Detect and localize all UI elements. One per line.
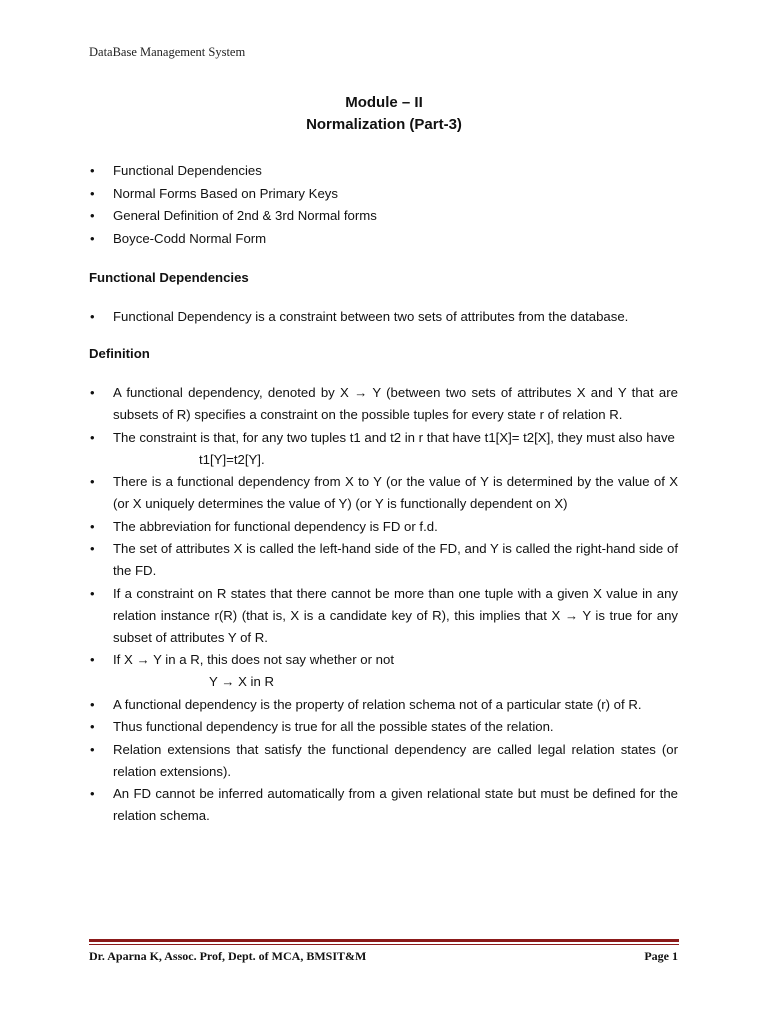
item-text: An FD cannot be inferred automatically from a given relational state but must be defined for the relation schema. bbox=[113, 786, 678, 823]
footer-divider bbox=[89, 939, 679, 945]
list-item bbox=[89, 427, 678, 471]
section-heading-definition: Definition bbox=[89, 346, 150, 361]
list-item bbox=[89, 471, 678, 515]
running-header: DataBase Management System bbox=[89, 45, 246, 59]
list-item bbox=[89, 516, 678, 538]
list-item bbox=[89, 538, 678, 582]
item-text: There is a functional dependency from X to Y (or the value of Y is determined by the value of X (or X uniquely determines the value of Y) (or Y is functionally dependent on X) bbox=[113, 474, 678, 511]
item-text: The constraint is that, for any two tuples t1 and t2 in r that have t1[X]= t2[X], they must also have bbox=[113, 429, 675, 445]
footer-author: Dr. Aparna K, Assoc. Prof, Dept. of MCA, BMSIT&M bbox=[89, 949, 367, 963]
list-item bbox=[89, 716, 678, 738]
list-item bbox=[89, 739, 678, 783]
page-number: Page 1 bbox=[644, 949, 678, 963]
item-text: The abbreviation for functional dependency is FD or f.d. bbox=[113, 518, 438, 534]
topic-list bbox=[89, 160, 678, 250]
item-text: If a constraint on R states that there cannot be more than one tuple with a given X value in any relation instance r(R) (that is, X is a candidate key of R), this implies that X → Y is true for any subset of attributes Y of R. bbox=[113, 585, 678, 645]
title-block bbox=[0, 92, 768, 136]
list-item: • Normal Forms Based on Primary Keys bbox=[89, 183, 678, 206]
list-item bbox=[89, 583, 678, 649]
list-item: • Functional Dependency is a constraint between two sets of attributes from the database. bbox=[89, 306, 678, 328]
item-text: A functional dependency, denoted by X → Y (between two sets of attributes X and Y that are subsets of R) specifies a constraint on the possible tuples for every state r of relation R. bbox=[113, 385, 678, 422]
equation-text: Y → X in R bbox=[209, 674, 274, 689]
list-item bbox=[89, 694, 678, 716]
list-item: • Functional Dependencies bbox=[89, 160, 678, 183]
module-subtitle: Normalization (Part-3) bbox=[306, 116, 462, 133]
list-item bbox=[89, 783, 678, 827]
list-item: • Boyce-Codd Normal Form bbox=[89, 228, 678, 251]
item-text: A functional dependency is the property of relation schema not of a particular state (r) of R. bbox=[113, 696, 642, 712]
section-heading-fd: Functional Dependencies bbox=[89, 270, 249, 285]
module-title: Module – II bbox=[345, 94, 423, 111]
definition-list bbox=[89, 382, 678, 828]
list-item bbox=[89, 382, 678, 426]
item-text: Thus functional dependency is true for all the possible states of the relation. bbox=[113, 719, 554, 734]
fd-intro-list bbox=[89, 306, 678, 328]
item-text: If X → Y in a R, this does not say whether or not bbox=[113, 652, 394, 667]
list-item: • General Definition of 2nd & 3rd Normal forms bbox=[89, 205, 678, 228]
equation-text: t1[Y]=t2[Y]. bbox=[199, 451, 265, 467]
item-text: The set of attributes X is called the left-hand side of the FD, and Y is called the right-hand side of the FD. bbox=[113, 541, 678, 578]
item-text: Relation extensions that satisfy the functional dependency are called legal relation states (or relation extensions). bbox=[113, 741, 678, 779]
list-item bbox=[89, 649, 678, 693]
